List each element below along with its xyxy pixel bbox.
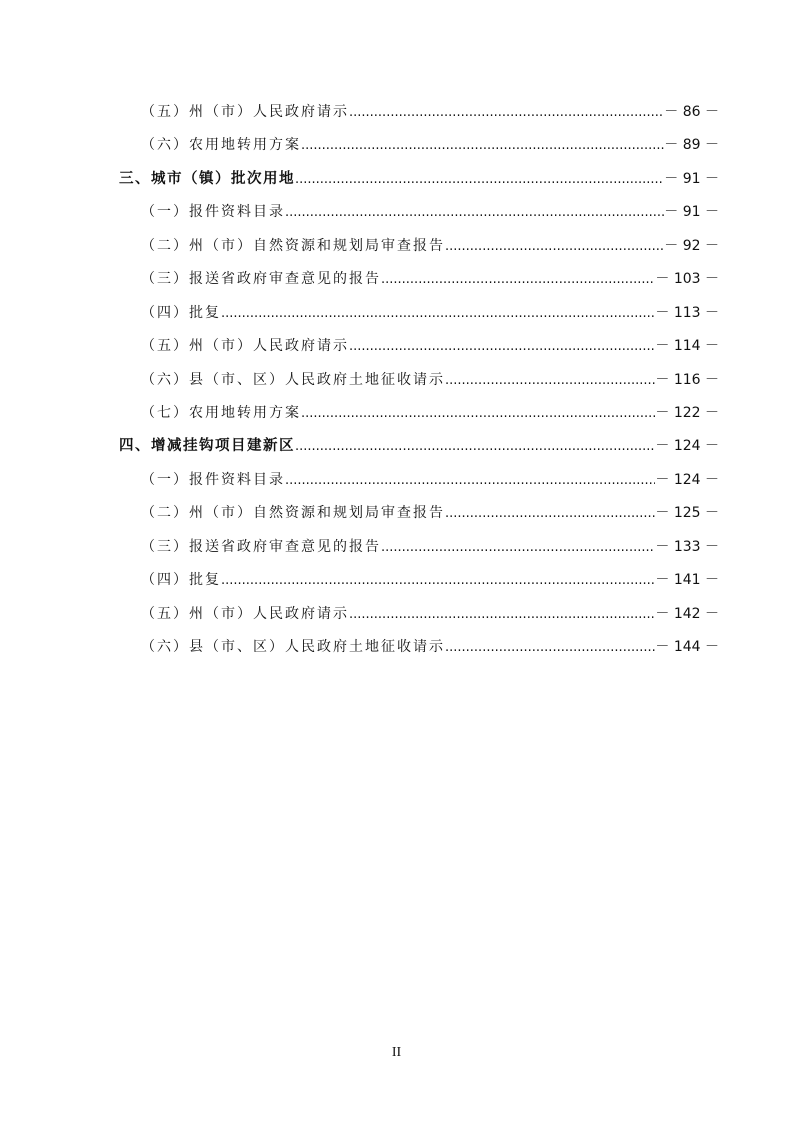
dot-leader bbox=[445, 230, 664, 263]
toc-subsection-entry[interactable] bbox=[119, 364, 719, 397]
toc-subsection-entry[interactable] bbox=[119, 230, 719, 263]
dot-leader bbox=[445, 631, 655, 664]
toc-entry-page-number: － 91 － bbox=[664, 170, 719, 187]
toc-entry-title: （四）批复 bbox=[141, 304, 221, 321]
table-of-contents bbox=[119, 96, 719, 664]
dot-leader bbox=[301, 397, 655, 430]
toc-entry-title: （五）州（市）人民政府请示 bbox=[141, 338, 349, 355]
dot-leader bbox=[285, 464, 655, 497]
toc-entry-page-number: － 116 － bbox=[655, 371, 719, 388]
toc-subsection-entry[interactable] bbox=[119, 531, 719, 564]
page-footer-number: II bbox=[391, 1045, 402, 1060]
toc-entry-title: （七）农用地转用方案 bbox=[141, 404, 301, 421]
toc-entry-page-number: － 124 － bbox=[655, 471, 719, 488]
toc-entry-title: （六）农用地转用方案 bbox=[141, 137, 301, 154]
toc-entry-title: （六）县（市、区）人民政府土地征收请示 bbox=[141, 639, 445, 655]
toc-entry-title: （三）报送省政府审查意见的报告 bbox=[141, 271, 381, 288]
toc-subsection-entry[interactable] bbox=[119, 598, 719, 631]
toc-entry-title: （五）州（市）人民政府请示 bbox=[141, 605, 349, 622]
dot-leader bbox=[349, 598, 655, 631]
toc-entry-title: （三）报送省政府审查意见的报告 bbox=[141, 538, 381, 555]
toc-subsection-entry[interactable] bbox=[119, 297, 719, 330]
toc-section-entry[interactable] bbox=[119, 163, 719, 196]
dot-leader bbox=[349, 96, 664, 129]
dot-leader bbox=[445, 497, 655, 530]
toc-entry-title: 四、增减挂钩项目建新区 bbox=[119, 438, 295, 455]
toc-subsection-entry[interactable] bbox=[119, 330, 719, 363]
dot-leader bbox=[301, 129, 664, 162]
dot-leader bbox=[221, 297, 655, 330]
toc-subsection-entry[interactable] bbox=[119, 464, 719, 497]
dot-leader bbox=[349, 330, 655, 363]
toc-entry-page-number: － 125 － bbox=[655, 505, 719, 522]
dot-leader bbox=[221, 564, 655, 597]
toc-subsection-entry[interactable] bbox=[119, 631, 719, 664]
toc-subsection-entry[interactable] bbox=[119, 196, 719, 229]
toc-entry-page-number: － 89 － bbox=[664, 137, 719, 154]
toc-entry-page-number: － 92 － bbox=[664, 237, 719, 254]
toc-subsection-entry[interactable] bbox=[119, 564, 719, 597]
toc-entry-page-number: － 144 － bbox=[655, 639, 719, 655]
toc-entry-title: （六）县（市、区）人民政府土地征收请示 bbox=[141, 371, 445, 388]
dot-leader bbox=[285, 196, 664, 229]
dot-leader bbox=[295, 430, 655, 463]
toc-entry-title: （一）报件资料目录 bbox=[141, 204, 285, 221]
toc-entry-title: （一）报件资料目录 bbox=[141, 471, 285, 488]
toc-entry-title: （四）批复 bbox=[141, 572, 221, 589]
toc-entry-page-number: － 86 － bbox=[664, 104, 719, 120]
toc-entry-page-number: － 91 － bbox=[664, 204, 719, 221]
dot-leader bbox=[381, 531, 655, 564]
dot-leader bbox=[381, 263, 655, 296]
toc-entry-page-number: － 141 － bbox=[655, 572, 719, 589]
toc-entry-page-number: － 133 － bbox=[655, 538, 719, 555]
toc-section-entry[interactable] bbox=[119, 430, 719, 463]
toc-entry-page-number: － 103 － bbox=[655, 271, 719, 288]
dot-leader bbox=[445, 364, 655, 397]
toc-entry-title: （二）州（市）自然资源和规划局审查报告 bbox=[141, 505, 445, 522]
toc-entry-page-number: － 114 － bbox=[655, 338, 719, 355]
toc-entry-page-number: － 113 － bbox=[655, 304, 719, 321]
dot-leader bbox=[295, 163, 664, 196]
toc-entry-title: （五）州（市）人民政府请示 bbox=[141, 104, 349, 120]
toc-entry-page-number: － 124 － bbox=[655, 438, 719, 455]
toc-subsection-entry[interactable] bbox=[119, 497, 719, 530]
toc-subsection-entry[interactable] bbox=[119, 129, 719, 162]
toc-entry-page-number: － 122 － bbox=[655, 404, 719, 421]
toc-entry-title: 三、城市（镇）批次用地 bbox=[119, 170, 295, 187]
toc-subsection-entry[interactable] bbox=[119, 263, 719, 296]
toc-subsection-entry[interactable] bbox=[119, 96, 719, 129]
toc-entry-title: （二）州（市）自然资源和规划局审查报告 bbox=[141, 237, 445, 254]
toc-entry-page-number: － 142 － bbox=[655, 605, 719, 622]
toc-subsection-entry[interactable] bbox=[119, 397, 719, 430]
